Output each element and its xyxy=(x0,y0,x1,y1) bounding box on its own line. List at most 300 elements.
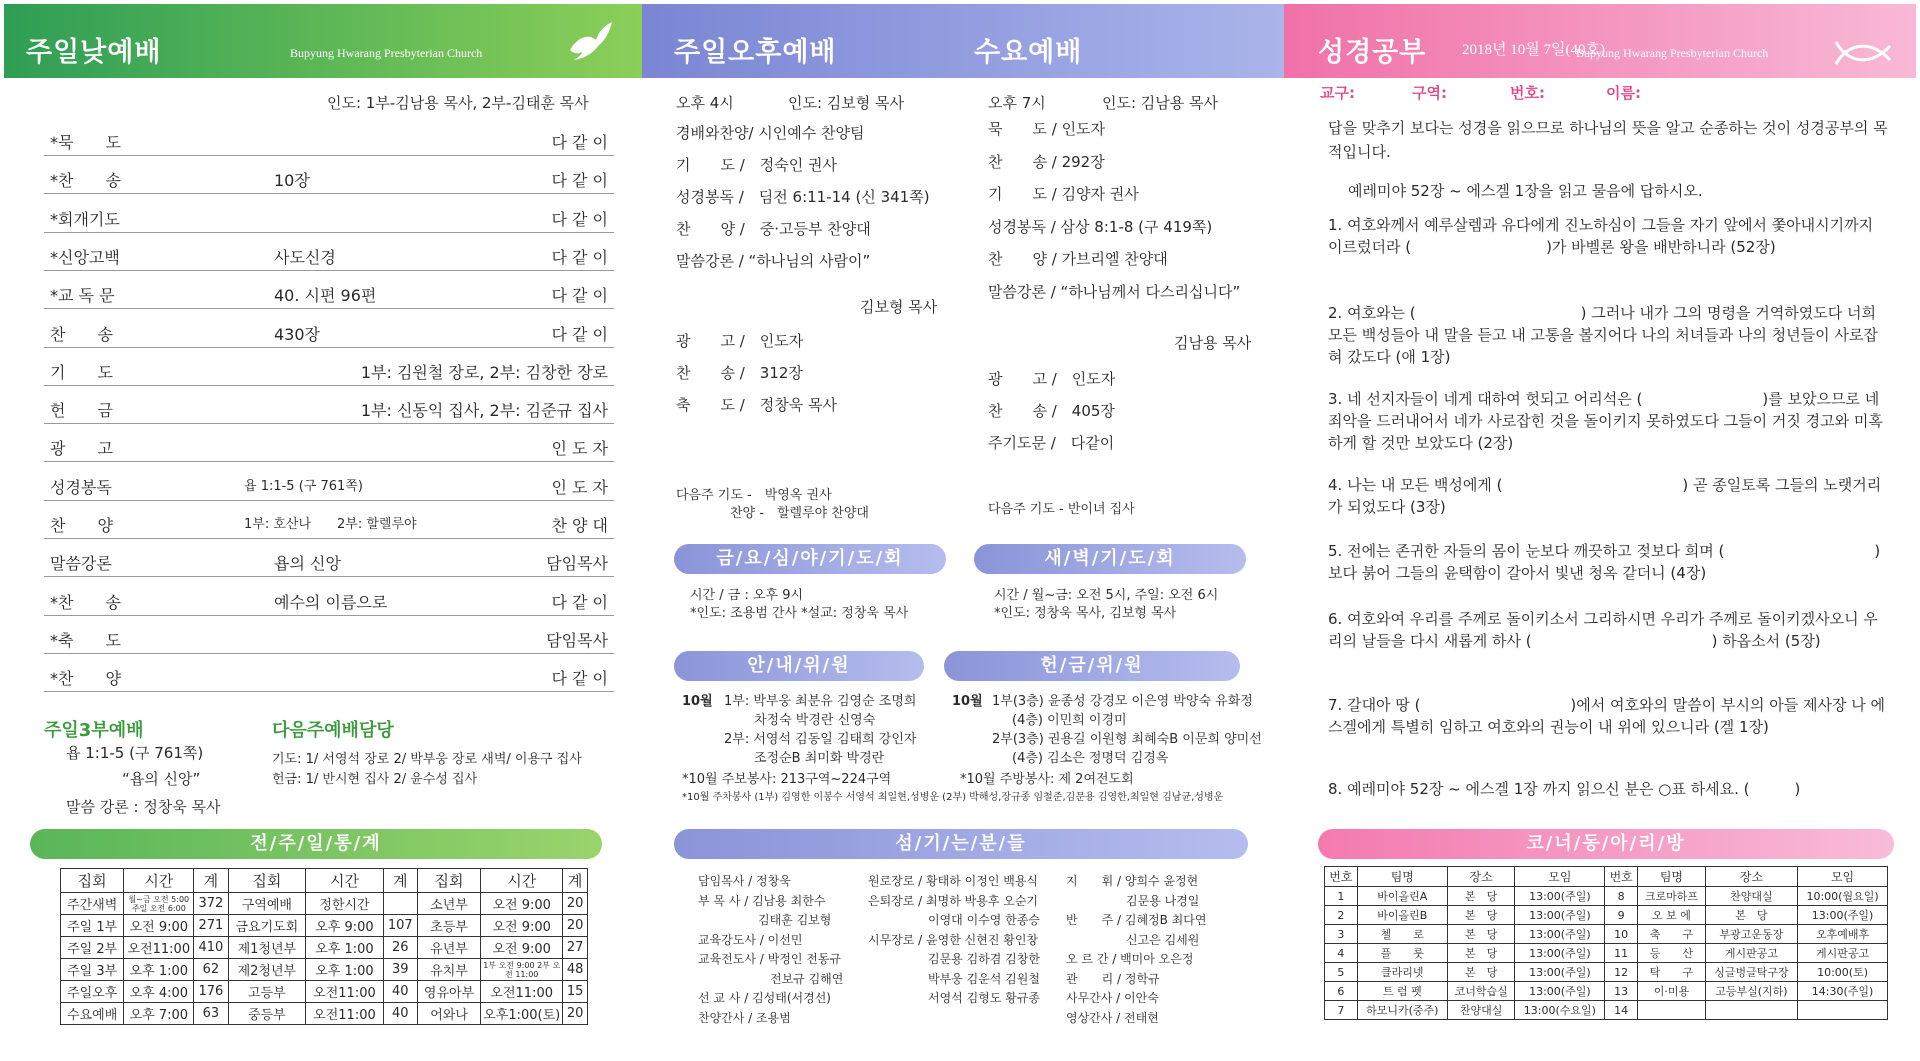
club-cell: 트 럼 펫 xyxy=(1357,982,1447,1001)
worship-item-leader: 다 같 이 xyxy=(551,133,608,152)
club-cell xyxy=(1638,1001,1706,1020)
servant-line: 김문용 나경일 xyxy=(1066,893,1200,908)
servant-line: 관 리 / 정학규 xyxy=(1066,971,1160,986)
club-cell: 이·미용 xyxy=(1638,982,1706,1001)
worship-item-name: *축 도 xyxy=(50,630,121,650)
order-line: 찬 양 / 중·고등부 찬양대 xyxy=(676,220,871,238)
table-cell: 주간새벽 xyxy=(61,893,124,915)
club-cell xyxy=(1705,1001,1797,1020)
servant-line: 서영석 김형도 황규종 xyxy=(868,991,1040,1005)
order-line: 찬 송 / 405장 xyxy=(988,402,1115,420)
club-cell: 14 xyxy=(1605,1001,1638,1020)
table-row xyxy=(61,1003,588,1025)
club-cell: 13:00(주일) xyxy=(1515,906,1605,925)
club-cell: 13:00(주일) xyxy=(1515,982,1605,1001)
stats-title: 전/주/일/통/계 xyxy=(30,829,602,859)
club-cell: 13:00(수요일) xyxy=(1515,1001,1605,1020)
club-cell: 10 xyxy=(1605,925,1638,944)
dawn-prayer-leader: *인도: 정창욱 목사, 김보형 목사 xyxy=(994,606,1177,621)
afternoon-header xyxy=(642,4,1284,78)
offering-month: 10월 xyxy=(952,694,983,709)
offering-line4: (4층) 김소은 정명덕 김경옥 xyxy=(1012,751,1169,766)
club-cell: 클라리넷 xyxy=(1357,963,1447,982)
third-service-preacher: 말씀 강론 : 정창욱 목사 xyxy=(66,798,221,816)
table-header-cell: 집회 xyxy=(417,869,480,893)
club-cell: 13:00(주일) xyxy=(1515,925,1605,944)
table-cell: 271 xyxy=(194,915,228,937)
ichthys-icon xyxy=(1832,38,1894,68)
club-header-cell: 장소 xyxy=(1447,867,1515,887)
servant-line: 전보규 김해연 xyxy=(698,971,844,986)
table-cell: 금요기도회 xyxy=(228,915,306,937)
order-line: 찬 송 / 312장 xyxy=(676,364,803,382)
order-line: 경배와찬양/ 시인예수 찬양팀 xyxy=(676,124,865,142)
club-header-cell: 모임 xyxy=(1515,867,1605,887)
bible-study-column xyxy=(1284,0,1920,1061)
club-header-cell: 번호 xyxy=(1325,867,1358,887)
wednesday-time: 오후 7시 xyxy=(988,94,1046,112)
club-row xyxy=(1325,925,1888,944)
club-cell: 찬양대실 xyxy=(1447,1001,1515,1020)
ushers-title: 안/내/위/원 xyxy=(674,651,924,681)
table-cell: 20 xyxy=(563,893,588,915)
table-header-cell: 시간 xyxy=(306,869,383,893)
table-cell: 정한시간 xyxy=(306,893,383,915)
servant-line: 선 교 사 / 김성태(서경선) xyxy=(698,991,831,1005)
table-cell: 주일 1부 xyxy=(61,915,124,937)
order-line: 찬 양 / 가브리엘 찬양대 xyxy=(988,250,1168,268)
offering-line1: 1부(3층) 윤종성 강경모 이은영 박양숙 유화정 xyxy=(992,694,1253,709)
worship-item-content: 10장 xyxy=(274,171,310,191)
worship-row xyxy=(44,156,614,194)
sunday-morning-title: 주일낮예배 xyxy=(26,37,162,68)
kitchen-volunteers: *10월 주방봉사: 제 2여전도회 xyxy=(960,772,1134,787)
worship-item-leader: 1부: 신동익 집사, 2부: 김준규 집사 xyxy=(360,401,608,421)
club-cell: 14:30(주일) xyxy=(1798,982,1888,1001)
club-row xyxy=(1325,944,1888,963)
field-number: 번호: xyxy=(1510,84,1545,102)
club-row xyxy=(1325,906,1888,925)
table-cell: 고등부 xyxy=(228,981,306,1003)
club-cell: 축 구 xyxy=(1638,925,1706,944)
dawn-prayer-title: 새/벽/기/도/회 xyxy=(974,544,1246,574)
table-cell: 410 xyxy=(194,937,228,959)
club-header-cell: 팀명 xyxy=(1638,867,1706,887)
club-cell: 11 xyxy=(1605,944,1638,963)
worship-row xyxy=(44,348,614,386)
servant-line: 부 목 사 / 김남용 최한수 xyxy=(698,893,826,908)
worship-item-name: 말씀강론 xyxy=(50,554,112,574)
club-cell: 찬양대실 xyxy=(1705,887,1797,906)
worship-item-name: 찬 양 xyxy=(50,516,113,535)
worship-row xyxy=(44,233,614,271)
table-cell: 오전11:00 xyxy=(481,981,563,1003)
club-cell: 7 xyxy=(1325,1001,1358,1020)
table-cell: 39 xyxy=(383,959,417,981)
club-cell: 3 xyxy=(1325,925,1358,944)
table-header-cell: 시간 xyxy=(124,869,194,893)
table-cell: 수요예배 xyxy=(61,1003,124,1025)
servant-line: 김태훈 김보형 xyxy=(698,913,832,927)
worship-row xyxy=(44,386,614,424)
order-line: 성경봉독 / 딤전 6:11-14 (신 341쪽) xyxy=(676,188,930,206)
worship-item-content: 욥 1:1-5 (구 761쪽) xyxy=(244,478,363,494)
next-week-title: 다음주예배담당 xyxy=(272,720,394,741)
worship-item-name: 기 도 xyxy=(50,362,113,382)
friday-prayer-leader: *인도: 조용범 간사 *설교: 정창욱 목사 xyxy=(690,606,909,621)
field-cell: 구역: xyxy=(1412,84,1447,102)
worship-item-name: *신앙고백 xyxy=(50,247,120,267)
order-line: 성경봉독 / 삼상 8:1-8 (구 419쪽) xyxy=(988,217,1213,236)
club-room-title: 코/너/동/아/리/방 xyxy=(1318,829,1894,859)
worship-item-leader: 다 같 이 xyxy=(551,324,608,344)
table-cell: 오전 9:00 xyxy=(481,893,563,915)
table-cell: 오후 1:00 xyxy=(124,959,194,981)
table-cell: 중등부 xyxy=(228,1003,306,1025)
club-cell: 본 당 xyxy=(1705,906,1797,925)
club-cell: 9 xyxy=(1605,906,1638,925)
worship-item-name: *찬 송 xyxy=(50,171,121,191)
club-row xyxy=(1325,887,1888,906)
worship-row xyxy=(44,539,614,577)
club-row xyxy=(1325,982,1888,1001)
club-cell: 게시판공고 xyxy=(1798,944,1888,963)
club-header-cell: 팀명 xyxy=(1357,867,1447,887)
club-cell: 바이올린B xyxy=(1357,906,1447,925)
table-cell: 107 xyxy=(383,915,417,937)
club-cell: 바이올린A xyxy=(1357,887,1447,906)
sunday-morning-column xyxy=(0,0,642,1061)
study-question: 1. 여호와께서 예루살렘과 유다에게 진노하심이 그들을 자기 앞에서 쫓아내시기까지 이르렀더라 ( )가 바벨론 왕을 배반하니라 (52장) xyxy=(1328,216,1874,256)
worship-item-leader: 인 도 자 xyxy=(551,439,608,459)
servant-line: 원로장로 / 황태하 이정인 백용식 xyxy=(868,874,1038,888)
club-cell: 오후예배후 xyxy=(1798,925,1888,944)
study-question: 5. 전에는 존귀한 자들의 몸이 눈보다 깨끗하고 젖보다 희며 ( )보다 붉어 그들의 윤택함이 갈아서 빛낸 청옥 같더니 (4장) xyxy=(1328,542,1881,582)
table-header-cell: 계 xyxy=(563,869,588,893)
worship-item-leader: 다 같 이 xyxy=(551,171,608,191)
table-cell: 오후 4:00 xyxy=(124,981,194,1003)
afternoon-time: 오후 4시 xyxy=(676,94,734,112)
study-question: 6. 여호와여 우리를 주께로 돌이키소서 그리하시면 우리가 주께로 돌이키겠사오니 우리의 날들을 다시 새롭게 하사 ( ) 하옵소서 (5장) xyxy=(1328,610,1878,650)
table-row xyxy=(61,981,588,1003)
next-week-prayer: 기도: 1/ 서영석 장로 2/ 박부웅 장로 새벽/ 이용구 집사 xyxy=(272,752,582,767)
worship-row xyxy=(44,501,614,539)
worship-item-name: 찬 송 xyxy=(50,324,113,344)
club-cell xyxy=(1798,1001,1888,1020)
club-row xyxy=(1325,1001,1888,1020)
table-row xyxy=(61,893,588,915)
table-cell: 오전 9:00 xyxy=(481,937,563,959)
club-cell: 오 보 에 xyxy=(1638,906,1706,925)
club-cell: 13:00(주일) xyxy=(1515,944,1605,963)
club-table xyxy=(1324,866,1888,1020)
study-question: 4. 나는 내 모든 백성에게 ( ) 곧 종일토록 그들의 노랫거리가 되었도다 (3장) xyxy=(1328,476,1882,516)
club-cell: 부광고운동장 xyxy=(1705,925,1797,944)
club-header-cell: 모임 xyxy=(1798,867,1888,887)
servant-line: 사무간사 / 이안숙 xyxy=(1066,991,1159,1005)
table-cell: 어와나 xyxy=(417,1003,480,1025)
table-cell: 오후 7:00 xyxy=(124,1003,194,1025)
servant-line: 반 주 / 김혜정B 최다연 xyxy=(1066,913,1207,927)
table-cell: 15 xyxy=(563,981,588,1003)
ushers-line2: 차정숙 박경란 신영숙 xyxy=(754,713,876,728)
worship-item-name: *찬 송 xyxy=(50,592,121,612)
church-name-en: Bupyung Hwarang Presbyterian Church xyxy=(290,46,483,60)
dawn-prayer-time: 시간 / 월~금: 오전 5시, 주일: 오전 6시 xyxy=(994,588,1219,603)
club-cell: 고등부실(지하) xyxy=(1705,982,1797,1001)
bible-study-title: 성경공부 xyxy=(1318,37,1427,68)
table-cell: 오전 9:00 xyxy=(124,915,194,937)
servant-line: 박부웅 김운석 김원철 xyxy=(868,971,1040,986)
study-question: 3. 네 선지자들이 네게 대하여 헛되고 어리석은 ( )를 보았으므로 네 죄악을 드러내어서 네가 사로잡힌 것을 돌이키지 못하였도다 그들이 거짓 경고와 미혹하게 할 것만 보았도다 (2장) xyxy=(1328,390,1883,452)
worship-item-leader: 다 같 이 xyxy=(551,669,608,689)
worship-item-leader: 다 같 이 xyxy=(551,209,608,229)
ushers-line3: 2부: 서영석 김동일 김태희 강인자 xyxy=(724,732,917,747)
worship-item-leader: 담임목사 xyxy=(546,554,608,574)
church-name-en-2: Bupyung Hwarang Presbyterian Church xyxy=(1576,46,1769,60)
bible-study-header xyxy=(1284,4,1916,78)
table-cell: 오전11:00 xyxy=(124,937,194,959)
club-cell: 8 xyxy=(1605,887,1638,906)
worship-row xyxy=(44,616,614,654)
worship-item-name: 성경봉독 xyxy=(50,477,112,497)
study-question: 2. 여호와는 ( ) 그러나 내가 그의 명령을 거역하였도다 너희 모든 백성들아 내 말을 듣고 내 고통을 볼지어다 나의 처녀들과 나의 청년들이 사로잡혀 갔도다 (애 1장) xyxy=(1328,304,1878,366)
servant-line: 오 르 간 / 백미아 오은정 xyxy=(1066,952,1194,966)
servant-line: 신고은 김세원 xyxy=(1066,932,1200,947)
table-cell: 주일 2부 xyxy=(61,937,124,959)
offering-line2: (4층) 이민희 이경미 xyxy=(1012,713,1127,728)
worship-item-name: *교 독 문 xyxy=(50,286,115,306)
club-cell: 탁 구 xyxy=(1638,963,1706,982)
club-cell: 5 xyxy=(1325,963,1358,982)
club-cell: 본 당 xyxy=(1447,925,1515,944)
study-question: 8. 예레미야 52장 ~ 에스겔 1장 까지 읽으신 분은 ○표 하세요. ( ) xyxy=(1328,780,1801,798)
afternoon-leader: 인도: 김보형 목사 xyxy=(788,94,905,112)
offering-committee-title: 헌/금/위/원 xyxy=(944,651,1240,681)
worship-item-content: 430장 xyxy=(274,324,320,344)
worship-row xyxy=(44,118,614,156)
table-cell: 오후 9:00 xyxy=(306,915,383,937)
servant-line: 교육전도사 / 박정인 전동규 xyxy=(698,952,841,966)
club-cell: 1 xyxy=(1325,887,1358,906)
club-cell: 10:00(토) xyxy=(1798,963,1888,982)
afternoon-preacher: 김보형 목사 xyxy=(860,298,938,316)
club-row xyxy=(1325,963,1888,982)
club-cell: 싱글벙글탁구장 xyxy=(1705,963,1797,982)
friday-prayer-title: 금/요/심/야/기/도/회 xyxy=(674,544,946,574)
worship-item-name: *묵 도 xyxy=(50,133,121,152)
worship-item-leader: 다 같 이 xyxy=(551,247,608,267)
worship-row xyxy=(44,654,614,692)
worship-item-leader: 다 같 이 xyxy=(551,286,608,306)
order-line: 기 도 / 김양자 권사 xyxy=(988,185,1139,203)
wednesday-title: 수요예배 xyxy=(974,37,1083,68)
club-cell: 4 xyxy=(1325,944,1358,963)
order-line: 기 도 / 정숙인 권사 xyxy=(676,156,838,174)
table-cell: 제2청년부 xyxy=(228,959,306,981)
table-cell: 오후 1:00 xyxy=(306,937,383,959)
club-cell: 코너학습실 xyxy=(1447,982,1515,1001)
attendance-table xyxy=(60,868,588,1025)
club-cell: 13:00(주일) xyxy=(1798,906,1888,925)
order-line: 축 도 / 정창욱 목사 xyxy=(676,396,838,414)
table-cell: 1부 오전 9:00 2부 오전 11:00 xyxy=(481,959,563,981)
ushers-month: 10월 xyxy=(682,694,713,709)
table-cell: 오전11:00 xyxy=(306,1003,383,1025)
worship-item-content: 예수의 이름으로 xyxy=(274,592,388,612)
servant-line: 이영대 이수영 한종승 xyxy=(868,913,1040,927)
sunday-leaders: 인도: 1부-김남용 목사, 2부-김태훈 목사 xyxy=(327,94,589,112)
dove-icon xyxy=(564,16,616,68)
table-header-cell: 시간 xyxy=(481,869,563,893)
club-cell: 12 xyxy=(1605,963,1638,982)
table-row xyxy=(61,937,588,959)
table-cell: 오전 9:00 xyxy=(481,915,563,937)
third-service-scripture: 욥 1:1-5 (구 761쪽) xyxy=(66,744,204,762)
table-cell: 제1청년부 xyxy=(228,937,306,959)
table-cell: 오후1:00(토) xyxy=(481,1003,563,1025)
club-cell: 첼 로 xyxy=(1357,925,1447,944)
study-question: 7. 갈대아 땅 ( )에서 여호와의 말씀이 부시의 아들 제사장 나 에스겔에게 특별히 임하고 여호와의 권능이 내 위에 있으니라 (겔 1장) xyxy=(1328,696,1885,736)
afternoon-title: 주일오후예배 xyxy=(674,37,837,68)
worship-item-content: 욥의 신앙 xyxy=(274,554,341,574)
table-cell: 40 xyxy=(383,1003,417,1025)
worship-item-name: 광 고 xyxy=(50,439,113,459)
table-cell: 26 xyxy=(383,937,417,959)
study-instruction: 예레미야 52장 ~ 에스겔 1장을 읽고 물음에 답하시오. xyxy=(1348,182,1703,200)
table-row xyxy=(61,915,588,937)
servant-line: 은퇴장로 / 최명하 박용후 오순기 xyxy=(868,893,1038,908)
table-header-cell: 집회 xyxy=(228,869,306,893)
worship-item-content: 사도신경 xyxy=(274,247,336,267)
order-line: 묵 도 / 인도자 xyxy=(988,120,1106,138)
table-cell: 구역예배 xyxy=(228,893,306,915)
worship-row xyxy=(44,310,614,348)
table-cell: 62 xyxy=(194,959,228,981)
table-cell: 40 xyxy=(383,981,417,1003)
club-cell: 6 xyxy=(1325,982,1358,1001)
club-cell: 등 산 xyxy=(1638,944,1706,963)
table-cell: 월~금 오전 5:00 주일 오전 6:00 xyxy=(124,893,194,915)
table-cell: 유년부 xyxy=(417,937,480,959)
servant-line: 지 휘 / 양희수 윤정현 xyxy=(1066,874,1199,888)
sunday-morning-header xyxy=(4,4,642,78)
parking-volunteers: *10월 주차봉사 (1부) 김영한 이봉수 서영석 최일현,성병운 (2부) 박해성,장규종 임철준,김문용 김영한,최일현 김남균,성병운 xyxy=(682,792,1224,803)
club-cell: 10:00(월요일) xyxy=(1798,887,1888,906)
table-cell: 유치부 xyxy=(417,959,480,981)
next-week-offering: 헌금: 1/ 반시현 집사 2/ 윤수성 집사 xyxy=(272,772,478,787)
club-cell: 13:00(주일) xyxy=(1515,887,1605,906)
order-line: 찬 송 / 292장 xyxy=(988,152,1105,171)
servant-line: 담임목사 / 정창욱 xyxy=(698,874,791,888)
worship-item-leader: 다 같 이 xyxy=(551,592,608,612)
servant-line: 영상간사 / 전태현 xyxy=(1066,1010,1159,1025)
study-intro: 답을 맞추기 보다는 성경을 읽으므로 하나님의 뜻을 알고 순종하는 것이 성경공부의 목적입니다. xyxy=(1328,119,1888,161)
worship-item-content: 40. 시편 96편 xyxy=(274,286,377,306)
servant-line: 교육강도사 / 이선민 xyxy=(698,932,803,947)
table-cell: 오전11:00 xyxy=(306,981,383,1003)
worship-row xyxy=(44,578,614,616)
servant-line: 찬양간사 / 조용범 xyxy=(698,1010,791,1025)
worship-item-name: 헌 금 xyxy=(50,401,113,421)
table-row xyxy=(61,959,588,981)
worship-item-leader: 찬 양 대 xyxy=(551,516,608,535)
table-cell: 176 xyxy=(194,981,228,1003)
club-cell: 본 당 xyxy=(1447,944,1515,963)
table-cell: 오후 1:00 xyxy=(306,959,383,981)
club-cell: 게시판공고 xyxy=(1705,944,1797,963)
worship-row xyxy=(44,271,614,309)
table-cell: 주일오후 xyxy=(61,981,124,1003)
wednesday-preacher: 김남용 목사 xyxy=(1174,334,1252,352)
table-cell: 초등부 xyxy=(417,915,480,937)
afternoon-wednesday-column xyxy=(642,0,1284,1061)
order-line: 말씀강론 / “하나님께서 다스리십니다” xyxy=(988,282,1241,301)
table-cell: 소년부 xyxy=(417,893,480,915)
table-cell xyxy=(383,893,417,915)
order-line: 주기도문 / 다같이 xyxy=(988,434,1115,452)
afternoon-next-choir: 찬양 - 할렐루야 찬양대 xyxy=(730,506,869,521)
servants-title: 섬/기/는/분/들 xyxy=(674,829,1248,859)
club-header-cell: 장소 xyxy=(1705,867,1797,887)
table-cell: 20 xyxy=(563,915,588,937)
worship-row xyxy=(44,424,614,462)
worship-item-name: *찬 양 xyxy=(50,669,121,689)
field-name: 이름: xyxy=(1606,84,1641,102)
table-cell: 372 xyxy=(194,893,228,915)
worship-row xyxy=(44,463,614,501)
club-cell: 플 룻 xyxy=(1357,944,1447,963)
worship-row xyxy=(44,195,614,233)
table-header-cell: 계 xyxy=(383,869,417,893)
table-header-cell: 집회 xyxy=(61,869,124,893)
club-cell: 13:00(주일) xyxy=(1515,963,1605,982)
third-service-sermon: “욥의 신앙” xyxy=(122,770,201,788)
afternoon-next-prayer: 다음주 기도 - 박영옥 권사 xyxy=(676,488,832,503)
third-service-title: 주일3부예배 xyxy=(44,720,144,741)
club-header-cell: 번호 xyxy=(1605,867,1638,887)
order-line: 광 고 / 인도자 xyxy=(676,332,804,350)
table-cell: 27 xyxy=(563,937,588,959)
club-header-row xyxy=(1325,867,1888,887)
servant-line: 시무장로 / 윤영한 신현진 황인창 xyxy=(868,932,1038,947)
field-district: 교구: xyxy=(1320,84,1355,102)
table-cell: 63 xyxy=(194,1003,228,1025)
table-cell: 영유아부 xyxy=(417,981,480,1003)
table-cell: 20 xyxy=(563,1003,588,1025)
worship-item-leader: 1부: 김원철 장로, 2부: 김창한 장로 xyxy=(360,362,608,382)
club-cell: 크로마하프 xyxy=(1638,887,1706,906)
club-cell: 본 당 xyxy=(1447,887,1515,906)
worship-item-leader: 담임목사 xyxy=(546,630,608,650)
bulletin-volunteers: *10월 주보봉사: 213구역~224구역 xyxy=(682,772,892,787)
servant-line: 김문용 김하겸 김창한 xyxy=(868,952,1040,966)
club-cell: 본 당 xyxy=(1447,963,1515,982)
worship-item-name: *회개기도 xyxy=(50,209,120,229)
table-header-row xyxy=(61,869,588,893)
wednesday-leader: 인도: 김남용 목사 xyxy=(1102,94,1219,112)
wednesday-next-prayer: 다음주 기도 - 반이녀 집사 xyxy=(988,502,1135,517)
offering-line3: 2부(3층) 권용길 이원형 최혜숙B 이문희 양미선 xyxy=(992,732,1262,747)
table-cell: 48 xyxy=(563,959,588,981)
club-cell: 13 xyxy=(1605,982,1638,1001)
club-cell: 하모니카(중주) xyxy=(1357,1001,1447,1020)
ushers-line4: 조정순B 최미화 박경란 xyxy=(754,751,885,766)
club-cell: 2 xyxy=(1325,906,1358,925)
ushers-line1: 1부: 박부웅 최분유 김영순 조명희 xyxy=(724,694,917,709)
table-header-cell: 계 xyxy=(194,869,228,893)
worship-item-content: 1부: 호산나 2부: 할렐루야 xyxy=(244,517,417,532)
